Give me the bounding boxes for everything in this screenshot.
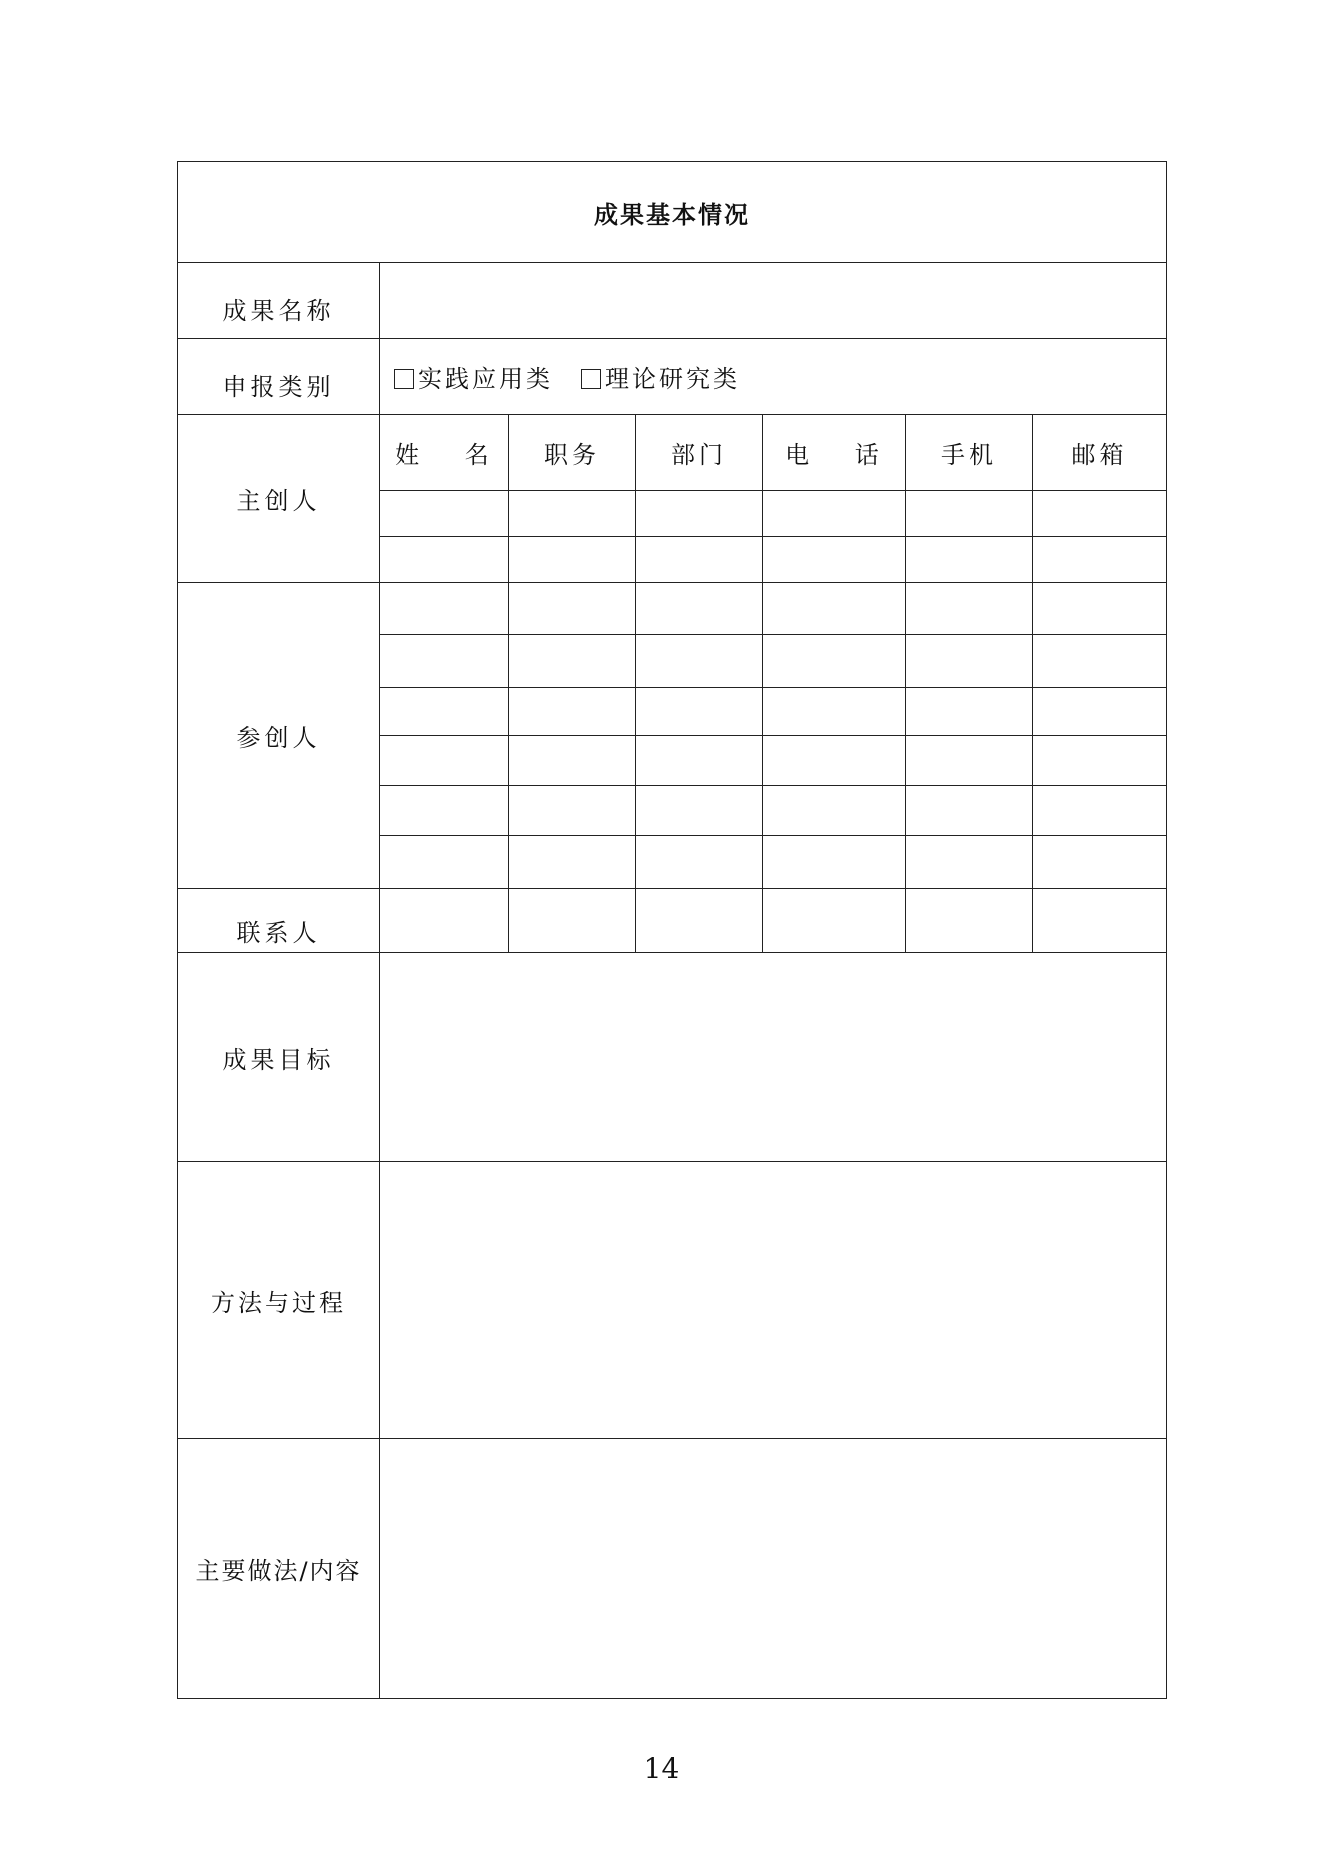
table-cell[interactable] xyxy=(763,537,906,583)
table-cell[interactable] xyxy=(906,786,1033,836)
table-cell[interactable] xyxy=(1033,889,1167,953)
method-field[interactable] xyxy=(380,1162,1167,1439)
table-cell[interactable] xyxy=(380,736,509,786)
table-cell[interactable] xyxy=(636,736,763,786)
table-cell[interactable] xyxy=(906,736,1033,786)
achievement-form-table xyxy=(177,161,1167,1699)
column-header-mobile: 手机 xyxy=(906,415,1033,491)
table-cell[interactable] xyxy=(906,537,1033,583)
table-cell[interactable] xyxy=(509,889,636,953)
content-label: 主要做法/内容 xyxy=(178,1439,380,1699)
lead-creator-label: 主创人 xyxy=(178,415,380,583)
table-cell[interactable] xyxy=(509,688,636,736)
table-cell[interactable] xyxy=(380,836,509,889)
table-cell[interactable] xyxy=(906,491,1033,537)
category-option-practice[interactable] xyxy=(394,359,553,394)
table-cell[interactable] xyxy=(636,786,763,836)
page-number: 14 xyxy=(643,1752,680,1785)
table-row xyxy=(178,889,1167,953)
table-cell[interactable] xyxy=(509,583,636,635)
content-field[interactable] xyxy=(380,1439,1167,1699)
table-cell[interactable] xyxy=(636,688,763,736)
table-cell[interactable] xyxy=(636,491,763,537)
table-cell[interactable] xyxy=(906,836,1033,889)
category-label: 申报类别 xyxy=(178,339,380,415)
goal-label: 成果目标 xyxy=(178,953,380,1162)
column-header-department: 部门 xyxy=(636,415,763,491)
table-cell[interactable] xyxy=(509,786,636,836)
table-cell[interactable] xyxy=(636,635,763,688)
table-cell[interactable] xyxy=(509,635,636,688)
table-cell[interactable] xyxy=(1033,736,1167,786)
table-cell[interactable] xyxy=(380,583,509,635)
table-cell[interactable] xyxy=(380,688,509,736)
table-cell[interactable] xyxy=(763,786,906,836)
table-cell[interactable] xyxy=(380,786,509,836)
table-cell[interactable] xyxy=(763,583,906,635)
table-cell[interactable] xyxy=(1033,635,1167,688)
table-cell[interactable] xyxy=(509,537,636,583)
table-cell[interactable] xyxy=(636,889,763,953)
category-options xyxy=(380,339,1167,415)
table-cell[interactable] xyxy=(906,889,1033,953)
table-cell[interactable] xyxy=(380,491,509,537)
category-option-label: 理论研究类 xyxy=(605,365,740,393)
category-option-theory[interactable] xyxy=(581,359,740,394)
table-cell[interactable] xyxy=(906,688,1033,736)
checkbox-icon[interactable] xyxy=(581,369,601,389)
table-cell[interactable] xyxy=(1033,491,1167,537)
method-label: 方法与过程 xyxy=(178,1162,380,1439)
table-cell[interactable] xyxy=(763,736,906,786)
table-cell[interactable] xyxy=(636,537,763,583)
checkbox-icon[interactable] xyxy=(394,369,414,389)
achievement-name-label: 成果名称 xyxy=(178,263,380,339)
table-cell[interactable] xyxy=(636,836,763,889)
contact-label: 联系人 xyxy=(178,889,380,953)
participants-label: 参创人 xyxy=(178,583,380,889)
table-cell[interactable] xyxy=(906,583,1033,635)
column-header-phone: 电 话 xyxy=(763,415,906,491)
category-option-label: 实践应用类 xyxy=(418,365,553,393)
table-cell[interactable] xyxy=(763,836,906,889)
table-cell[interactable] xyxy=(509,491,636,537)
table-cell[interactable] xyxy=(763,889,906,953)
table-cell[interactable] xyxy=(509,836,636,889)
table-cell[interactable] xyxy=(763,688,906,736)
table-cell[interactable] xyxy=(763,491,906,537)
table-cell[interactable] xyxy=(1033,786,1167,836)
table-cell[interactable] xyxy=(380,537,509,583)
table-cell[interactable] xyxy=(380,635,509,688)
table-cell[interactable] xyxy=(1033,836,1167,889)
column-header-position: 职务 xyxy=(509,415,636,491)
table-cell[interactable] xyxy=(380,889,509,953)
form-title: 成果基本情况 xyxy=(178,162,1167,263)
table-cell[interactable] xyxy=(636,583,763,635)
column-header-email: 邮箱 xyxy=(1033,415,1167,491)
table-row xyxy=(178,583,1167,635)
achievement-name-field[interactable] xyxy=(380,263,1167,339)
table-cell[interactable] xyxy=(763,635,906,688)
goal-field[interactable] xyxy=(380,953,1167,1162)
table-cell[interactable] xyxy=(1033,537,1167,583)
table-cell[interactable] xyxy=(1033,688,1167,736)
column-header-name: 姓 名 xyxy=(380,415,509,491)
table-cell[interactable] xyxy=(906,635,1033,688)
table-cell[interactable] xyxy=(509,736,636,786)
table-cell[interactable] xyxy=(1033,583,1167,635)
